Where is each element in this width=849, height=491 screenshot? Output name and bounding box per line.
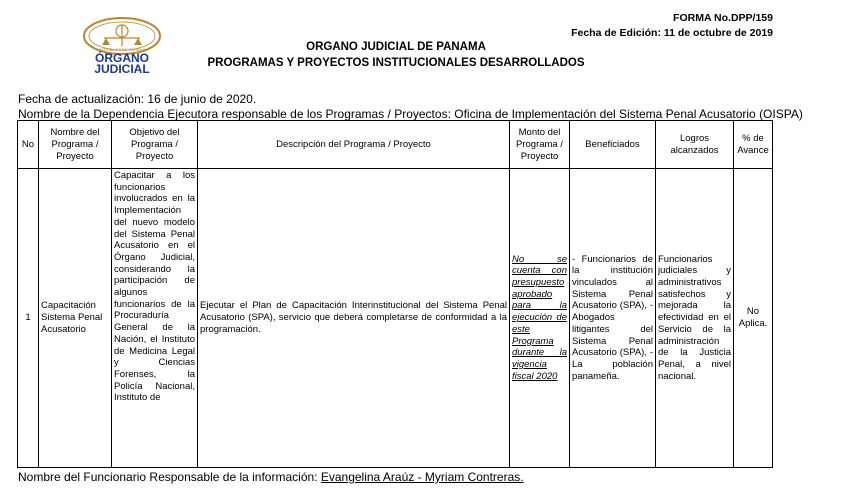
header-descripcion: Descripción del Programa / Proyecto [198, 121, 510, 169]
cell-logros: Funcionarios judiciales y administrativos satisfechos y mejorada la efectividad en el Servicio de la administración de la Justicia Penal, a nivel nacional. [656, 169, 734, 468]
svg-text:ÓRGANO: ÓRGANO [95, 51, 149, 65]
header-logros: Logros alcanzados [656, 121, 734, 169]
programs-table [17, 120, 773, 468]
cell-no: 1 [18, 169, 39, 468]
header-beneficiados: Beneficiados [570, 121, 656, 169]
table-row [18, 169, 773, 468]
header-nombre: Nombre del Programa / Proyecto [39, 121, 112, 169]
dependency-name: Nombre de la Dependencia Ejecutora responsable de los Programas / Proyectos: Oficina de Implementación del Sistema Penal Acusatorio (OISPA) [18, 107, 803, 121]
page-title: ORGANO JUDICIAL DE PANAMA [306, 41, 486, 53]
header-avance: % de Avance [734, 121, 773, 169]
responsible-label: Nombre del Funcionario Responsable de la información: [18, 470, 321, 484]
cell-descripcion: Ejecutar el Plan de Capacitación Interinstitucional del Sistema Penal Acusatorio (SPA), servicio que deberá completarse de conformidad a la programación. [198, 169, 510, 468]
cell-objetivo: Capacitar a los funcionarios involucrados en la Implementación del nuevo modelo del Sistema Penal Acusatorio en el Órgano Judicial, considerando la participación de algunos funcionarios de la Procuraduría General de la Nación, el Instituto de Medicina Legal y Ciencias Forenses, la Policía Nacional, Instituto de [112, 169, 198, 468]
svg-text:REPÚBLICA DE PANAMÁ: REPÚBLICA DE PANAMÁ [98, 47, 146, 52]
header-monto: Monto del Programa / Proyecto [510, 121, 570, 169]
cell-avance: No Aplica. [734, 169, 773, 468]
form-number: FORMA No.DPP/159 [673, 12, 773, 24]
edition-date: Fecha de Edición: 11 de octubre de 2019 [571, 27, 773, 39]
responsible-official [18, 470, 524, 484]
header-no: No [18, 121, 39, 169]
header-objetivo: Objetivo del Programa / Proyecto [112, 121, 198, 169]
table-header-row [18, 121, 773, 169]
cell-monto: No se cuenta con presupuesto aprobado para la ejecución de este Programa durante la vigencia fiscal 2020 [510, 169, 570, 468]
svg-text:JUDICIAL: JUDICIAL [94, 62, 150, 74]
cell-beneficiados: - Funcionarios de la institución vinculados al Sistema Penal Acusatorio (SPA), - Abogados litigantes del Sistema Penal Acusatorio (SPA), - La población panameña. [570, 169, 656, 468]
responsible-names: Evangelina Araúz - Myriam Contreras. [320, 470, 524, 484]
update-date: Fecha de actualización: 16 de junio de 2020. [18, 92, 257, 106]
page-subtitle: PROGRAMAS Y PROYECTOS INSTITUCIONALES DESARROLLADOS [207, 57, 585, 69]
cell-nombre: Capacitación Sistema Penal Acusatorio [39, 169, 112, 468]
